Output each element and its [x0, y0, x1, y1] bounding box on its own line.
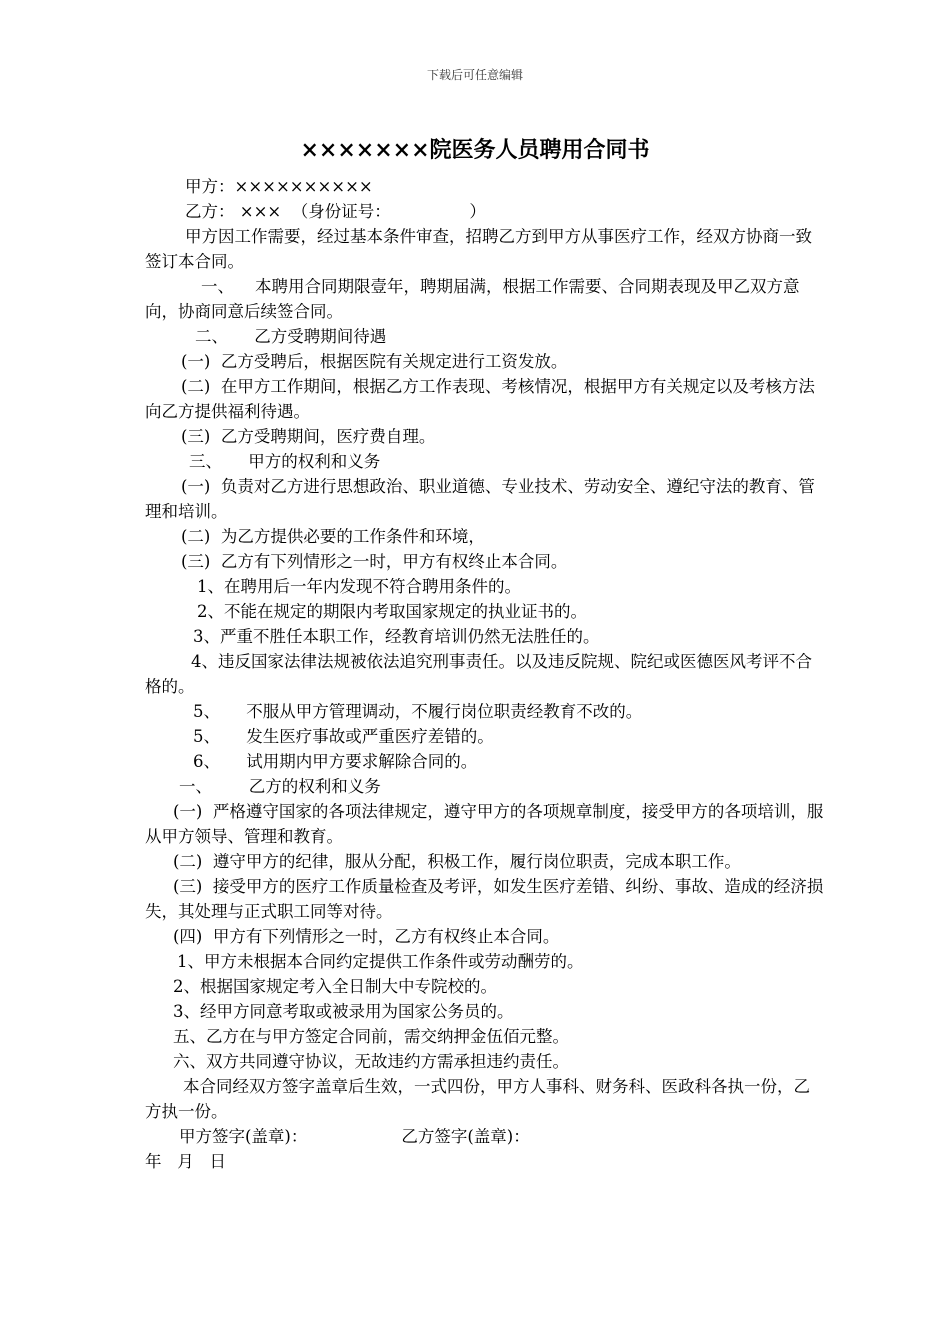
contract-paragraph: (二) 在甲方工作期间，根据乙方工作表现、考核情况，根据甲方有关规定以及考核方法向乙方提供福利待遇。: [145, 377, 815, 421]
contract-paragraph: 3、严重不胜任本职工作，经教育培训仍然无法胜任的。: [193, 627, 600, 646]
contract-paragraph: 甲方：××××××××××: [185, 177, 373, 196]
contract-paragraph: 乙方： ××× （身份证号： ）: [185, 202, 486, 221]
contract-paragraph: 1、甲方未根据本合同约定提供工作条件或劳动酬劳的。: [177, 952, 584, 971]
party-a-signature-label: 甲方签字(盖章)：: [179, 1127, 308, 1146]
paragraph-list: [145, 174, 825, 1124]
contract-paragraph: 5、 发生医疗事故或严重医疗差错的。: [193, 727, 494, 746]
contract-paragraph: (四) 甲方有下列情形之一时，乙方有权终止本合同。: [173, 927, 560, 946]
contract-paragraph: 4、违反国家法律法规被依法追究刑事责任。以及违反院规、院纪或医德医风考评不合格的。: [145, 652, 812, 696]
contract-paragraph: 六、双方共同遵守协议，无故违约方需承担违约责任。: [173, 1052, 569, 1071]
contract-paragraph: 一、 本聘用合同期限壹年，聘期届满，根据工作需要、合同期表现及甲乙双方意向，协商同意后续签合同。: [145, 277, 800, 321]
contract-paragraph: 五、乙方在与甲方签定合同前，需交纳押金伍佰元整。: [173, 1027, 569, 1046]
contract-paragraph: (一) 负责对乙方进行思想政治、职业道德、专业技术、劳动安全、遵纪守法的教育、管理和培训。: [145, 477, 815, 521]
contract-paragraph: 二、 乙方受聘期间待遇: [195, 327, 387, 346]
contract-paragraph: 甲方因工作需要，经过基本条件审查，招聘乙方到甲方从事医疗工作，经双方协商一致签订本合同。: [145, 227, 812, 271]
party-b-signature-label: 乙方签字(盖章)：: [401, 1127, 530, 1146]
contract-paragraph: (二) 为乙方提供必要的工作条件和环境，: [181, 527, 485, 546]
contract-paragraph: 5、 不服从甲方管理调动，不履行岗位职责经教育不改的。: [193, 702, 643, 721]
contract-body: [145, 174, 825, 1174]
contract-paragraph: (三) 乙方有下列情形之一时，甲方有权终止本合同。: [181, 552, 568, 571]
contract-paragraph: 本合同经双方签字盖章后生效，一式四份，甲方人事科、财务科、医政科各执一份，乙方执一份。: [145, 1077, 810, 1121]
contract-paragraph: 三、 甲方的权利和义务: [189, 452, 381, 471]
contract-paragraph: 1、在聘用后一年内发现不符合聘用条件的。: [197, 577, 521, 596]
date-line: 年 月 日: [145, 1152, 226, 1171]
contract-paragraph: 2、根据国家规定考入全日制大中专院校的。: [173, 977, 497, 996]
signature-row: [145, 1124, 825, 1149]
contract-paragraph: 3、经甲方同意考取或被录用为国家公务员的。: [173, 1002, 514, 1021]
contract-paragraph: (三) 接受甲方的医疗工作质量检查及考评，如发生医疗差错、纠纷、事故、造成的经济损失，其处理与正式职工同等对待。: [145, 877, 824, 921]
contract-paragraph: (三) 乙方受聘期间，医疗费自理。: [181, 427, 436, 446]
contract-paragraph: 6、 试用期内甲方要求解除合同的。: [193, 752, 478, 771]
contract-paragraph: (二) 遵守甲方的纪律，服从分配，积极工作，履行岗位职责，完成本职工作。: [173, 852, 741, 871]
contract-paragraph: 2、不能在规定的期限内考取国家规定的执业证书的。: [197, 602, 587, 621]
page-title: ×××××××院医务人员聘用合同书: [300, 137, 650, 163]
contract-paragraph: (一) 严格遵守国家的各项法律规定，遵守甲方的各项规章制度，接受甲方的各项培训，服从甲方领导、管理和教育。: [145, 802, 824, 846]
contract-paragraph: 一、 乙方的权利和义务: [179, 777, 381, 796]
header-note: 下载后可任意编辑: [426, 68, 523, 82]
contract-paragraph: (一) 乙方受聘后，根据医院有关规定进行工资发放。: [181, 352, 568, 371]
